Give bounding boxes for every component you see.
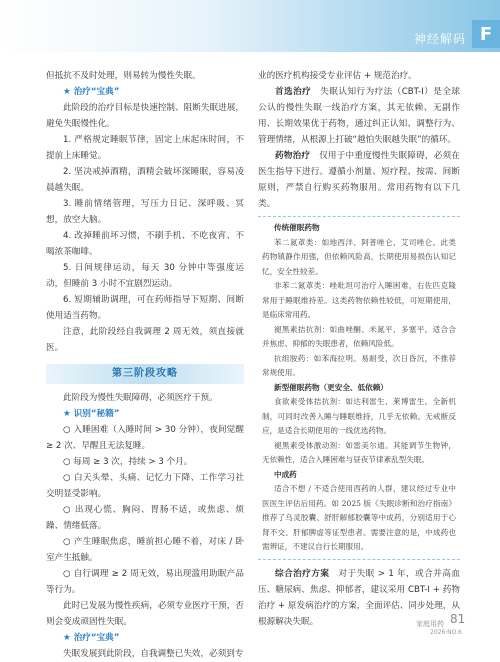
box-paragraph: 非苯二氮䓬类：唑吡坦可治疗入睡困难，右佐匹克隆常用于睡眠维持差。这类药物依赖性较低，可短期使用，是临床常用药。 [262,281,456,319]
paragraph: ○ 出现心慌、胸闷、胃肠不适，或焦虑、烦躁、情绪低落。 [46,505,244,531]
paragraph: 1. 严格规定睡眠节律，固定上床起床时间，不提前上床睡觉。 [46,135,244,161]
lead-text: 失眠认知行为疗法（CBT-I）是全球公认的慢性失眠一线治疗方案，其无依赖、无副作用、长期效果优于药物，通过纠正认知、调整行为、管理情绪，从根源上打破“越怕失眠越失眠”的循环。 [258,87,460,145]
issue-number: 2026·NO.6 [430,629,462,636]
box-paragraph: 抗组胺药：如苯海拉明。易耐受，次日昏沉，不推荐常规使用。 [262,353,456,377]
paragraph: ○ 每周 ≥ 3 次，持续 > 3 个月。 [63,457,193,467]
box-paragraph: 苯二氮䓬类：如地西泮、阿普唑仑、艾司唑仑。此类药物镇静作用强，但依赖风险高，长期使用易损伤认知记忆，安全性较差。 [262,237,456,276]
section-letter-icon: F [472,20,500,48]
paragraph: 此阶段为慢性失眠障碍，必须医疗干预。 [63,393,218,403]
paragraph: 业的医疗机构接受专业评估 + 规范治疗。 [258,71,417,81]
star-subheading: ★ 治疗“宝典” [63,87,120,97]
left-column [46,68,244,662]
right-column [258,68,460,630]
paragraph: 2. 坚决戒掉酒精，酒精会破坏深睡眠，容易凌晨越失眠。 [46,167,244,193]
lead-label: 综合治疗方案 [275,568,330,579]
paragraph: ○ 白天头晕、头痛、记忆力下降、工作学习社交明显受影响。 [46,473,244,499]
lead-paragraph [258,148,460,212]
paragraph: 此阶段的治疗目标是快速控制、阻断失眠进展，避免失眠慢性化。 [46,103,244,129]
lead-paragraph [258,84,460,148]
paragraph: 4. 改掉睡前坏习惯，不刷手机、不吃夜宵、不喝浓茶咖啡。 [46,231,244,257]
box-paragraph: 褪黑素拮抗剂：如曲唑酮、米氮平、多塞平。适合合并焦虑、抑郁的失眠患者，依赖风险低。 [262,324,456,348]
section-title: 神经解码 [413,32,466,46]
box-subheading: 新型催眠药物（更安全、低依赖） [274,382,388,392]
box-paragraph: 适合不想 / 不适合使用西药的人群，建议经过专业中医医生评估后用药。如 2025 版《失眠诊断和治疗指南》推荐了乌灵胶囊、舒肝解郁胶囊等中成药，分别适用于心肾不交、肝郁脾虚等证型患者。需要注意的是，中成药也需辨证，不建议自行长期服用。 [262,484,456,551]
paragraph: 5. 日间规律运动，每天 30 分钟中等强度运动，但睡前 3 小时不宜剧烈运动。 [46,263,244,289]
box-paragraph: 食欲素受体拮抗剂：如达利雷生、莱博雷生。全新机制，可同时改善入睡与睡眠维持，几乎无依赖、无戒断反应，是适合长期使用的一线优选药物。 [262,397,456,435]
paragraph: ○ 入睡困难（入睡时间 > 30 分钟），夜间觉醒 ≥ 2 次、早醒且无法复睡。 [46,425,244,451]
box-paragraph: 褪黑素受体激动剂：如雷美尔通。其能调节生物钟，无依赖性，适合入睡困难与昼夜节律紊乱型失眠。 [262,440,456,464]
paragraph: 但抵抗不及时处理，则易转为慢性失眠。 [46,71,201,81]
box-subheading: 中成药 [274,469,297,479]
page-number: 81 [450,612,466,626]
star-subheading: ★ 治疗“宝典” [63,633,120,643]
star-subheading: ★ 识别“秘籍” [63,409,120,419]
lead-text: 对于失眠 > 1 年，或合并高血压、糖尿病、焦虑、抑郁者，建议采用 CBT-I + 药物治疗 + 原发病治疗的方案，全面评估、同步处理，从根源解决失眠。 [258,568,460,627]
right-column-top [258,68,460,212]
paragraph: 此时已发展为慢性疾病，必须专业医疗干预，否则会变成顽固性失眠。 [46,601,244,627]
paragraph: ○ 自行调理 ≥ 2 周无效，易出现滥用助眠产品等行为。 [46,569,244,595]
lead-label: 药物治疗 [275,151,311,161]
drug-list-box [258,216,460,560]
lead-label: 首选治疗 [275,87,312,97]
paragraph: 注意，此阶段经自我调理 2 周无效，须直接就医。 [46,327,244,353]
box-subheading: 传统催眠药物 [274,223,320,232]
lead-text: 仅用于中重度慢性失眠障碍，必须在医生指导下进行。遵循小剂量、短疗程、按需、间断原则，严禁自行购买药物服用。常用药物有以下几类。 [258,151,460,209]
paragraph: 6. 短期辅助调理，可在药师指导下短期、间断使用适当药物。 [46,295,244,321]
magazine-brand: 家庭用药 [416,620,444,628]
stage-heading: 第三阶段攻略 [46,364,244,384]
paragraph: ○ 产生睡眠焦虑，睡前担心睡不着，对床 / 卧室产生抵触。 [46,537,244,563]
paragraph: 失眠发展到此阶段，自我调整已失效，必须到专 [63,649,244,659]
paragraph: 3. 睡前情绪管理，写压力日记、深呼吸、冥想，放空大脑。 [46,199,244,225]
